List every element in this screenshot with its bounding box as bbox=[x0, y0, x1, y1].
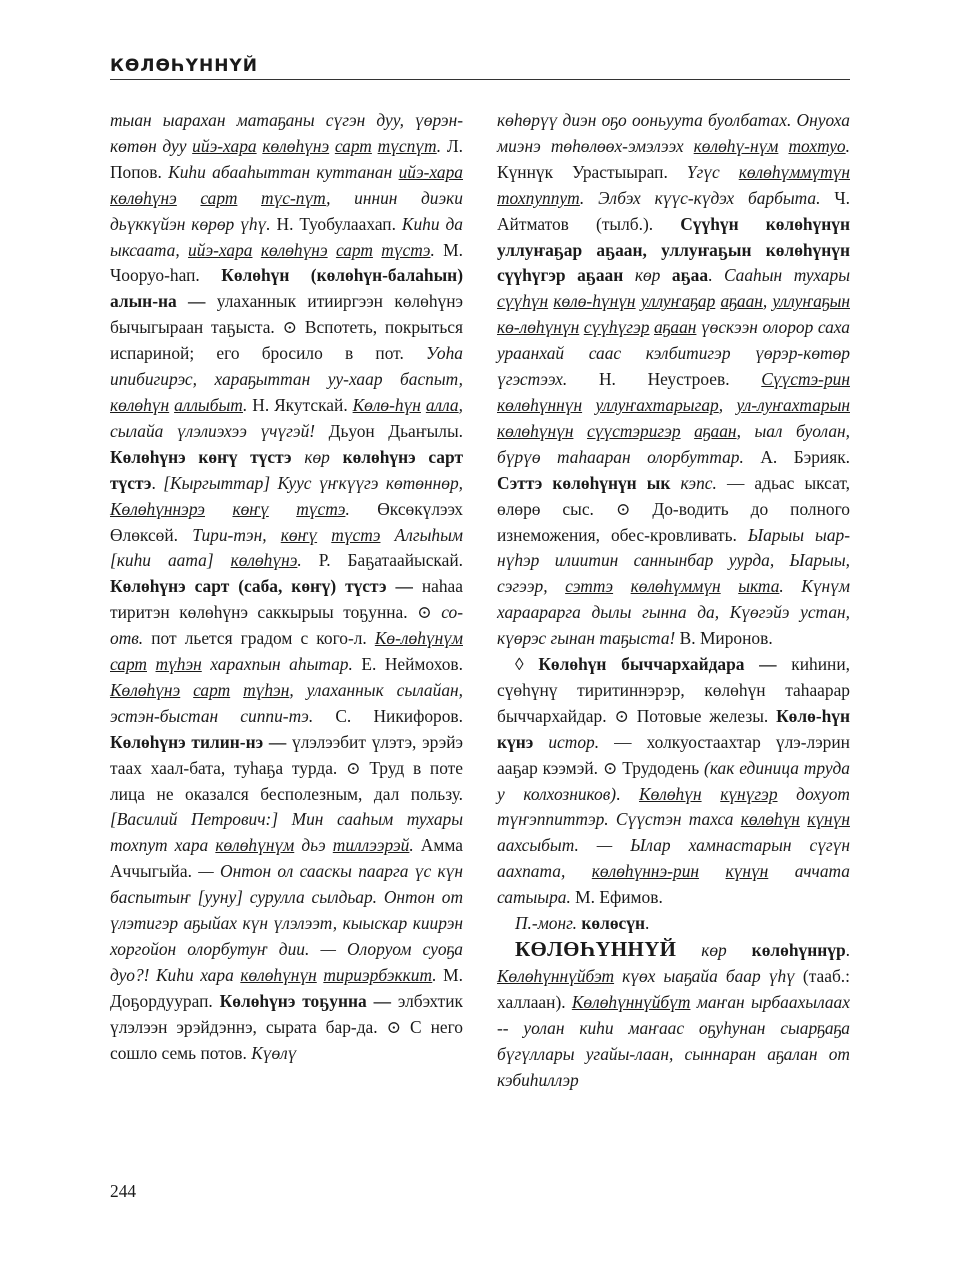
left-column bbox=[110, 108, 463, 1067]
entry-continuation: көһөрүү диэн оҕо ооньуута буолбатах. Онуоха миэнэ төһөлөөх-эмэлээх көлөһү-нүм тохтуо. Күннүк Урастыырап. Үгүс көлөһүммүтүн тохпуппут. Элбэх күүс-күдэх барбыта. Ч. Айтматов (тылб.). Сүүһүн көлөһүнүн уллуҥаҕар аҕаан, уллуҥаҕын көлөһүнүн сүүһүгэр аҕаан көр аҕаа. Сааһын тухары сүүһүн көлө-һүнүн уллуҥаҕар аҕаан, уллуҥаҕын кө-лөһүнүн сүүһүгэр аҕаан үөскээн олорор саха ураанхай саас кэлбитигэр үөрэр-көтөр үгэстээх. Н. Неустроев. Сүүстэ-рин көлөһүннүн уллуҥахтарыгар, ул-луҥахтарын көлөһүнүн сүүстэригэр аҕаан, ыал буолан, бүрүө таһааран олорбуттар. А. Бэрияк. Сэттэ көлөһүнүн ык кэпс. — адьас ыксат, өлөрө сыс. ⊙ До-водить до полного изнеможения, обес-кровливать. Ыарыы ыар-нүһэр илиитин саннынбар уурда, Ыарыы, сэгээр, сэттэ көлөһүммүн ыкта. Күнүм хараарарга дылы гынна да, Күөгэйэ устан, күөрэс гынан таҕыста! В. Миронов. bbox=[497, 110, 851, 649]
header-rule bbox=[110, 79, 850, 80]
right-column bbox=[497, 108, 850, 1093]
headword-entry: КӨЛӨҺҮННҮЙ көр көлөһүннүр. Көлөһүннүйбэт күөх ыаҕайа баар үһү (тааб.: халлаан). Көлөһүннүйбүт маҥан ырбаахылаах -- уолан киһи маҥаас оҕуһунан сыарҕаҕа бүгүллары угайы-лаан, сыннаран аҕалан от кэбиһиллэр bbox=[497, 937, 850, 1090]
page-number: 244 bbox=[110, 1181, 137, 1201]
etymology-note: П.-монг. көлөсүн. bbox=[515, 913, 650, 934]
entry-subsection: ◊ Көлөһүн быччархайдара — киһини, сүөһүнү тиритиннэрэр, көлөһүн таһаарар быччархайдар. ⊙ Потовые железы. Көлө-һүн күнэ истор. — холкуостаахтар үлэ-лэрин ааҕар кээмэй. ⊙ Трудодень (как единица труда у колхозников). Көлөһүн күнүгэр дохуот түҥэппиттэр. Сүүстэн тахса көлөһүн күнүн аахсыбыт. — Ылар хамнастарын сүгүн аахпата, көлөһүннэ-рин күнүн аччата сатыыра. М. Ефимов. bbox=[497, 654, 850, 908]
running-header: КӨЛӨҺҮННҮЙ bbox=[110, 56, 258, 76]
left-column-text: тыан ыарахан матаҕаны сүгэн дуу, үөрэн-көтөн дуу ийэ-хара көлөһүнэ сарт түспүт. Л. Попов. Киһи абааһыттан куттанан ийэ-хара көлөһүнэ сарт түс-пүт, иннин диэки дьүккүйэн көрөр үһү. Н. Туобулаахап. Киһи да ыксаата, ийэ-хара көлөһүнэ сарт түстэ. М. Чооруо-һап. Көлөһүн (көлөһүн-балаһын) алын-на — улаханнык итииргээн көлөһүнэ бычыгыраан таҕыста. ⊙ Вспотеть, покрыться испариной; его бросило в пот. Уоһа ипибигирэс, хараҕыттан уу-хаар баспыт, көлөһүн аллыбыт. Н. Якутскай. Көлө-һүн алла, сылайа үлэлиэхээ үчүгэй! Дьуон Дьаҥылы. Көлөһүнэ көҥү түстэ көр көлөһүнэ сарт түстэ. [Кыргыттар] Кууc үҥкүүгэ көтөннөр, Көлөһүннэрэ көҥү түстэ. Өксөкүлээх Өлөксөй. Тири-тэн, көҥү түстэ Алгыһым [киһи аата] көлөһүнэ. Р. Баҕатаайыскай. Көлөһүнэ сарт (саба, көҥү) түстэ — наһаа тиритэн көлөһүнэ саккырыы тоҕунна. ⊙ со-отв. пот льется градом с кого-л. Кө-лөһүнүм сарт түһэн харахпын аһытар. Е. Неймохов. Көлөһүнэ сарт түһэн, улаханнык сылайан, эстэн-быстан сиппи-тэ. С. Никифоров. Көлөһүнэ тилин-нэ — үлэлээбит үлэтэ, эрэйэ таах хаал-бата, туһаҕа турда. ⊙ Труд в поте лица не оказался бесполезным, дал пользу. [Василий Петрович:] Мин сааһым тухары тохпут хара көлөһүнүм дьэ тиллээрэй. Амма Аччыгыйа. — Онтон ол сааскы паарга үс күн баспытыҥ [ууну] сурулла сылдьар. Онтон от үлэтигэр аҕыйах күн үлэлээт, кыыскар киирэн хоргойон олорбутуҥ дии. — Олоруом суоҕа дуо?! Киһи хара көлөһүнүн тириэрбэккит. М. Доҕордуурап. Көлөһүнэ тоҕунна — элбэхтик үлэлээн эрэйдэннэ, сырата бар-да. ⊙ С него сошло семь потов. Күөлү bbox=[110, 110, 464, 1063]
